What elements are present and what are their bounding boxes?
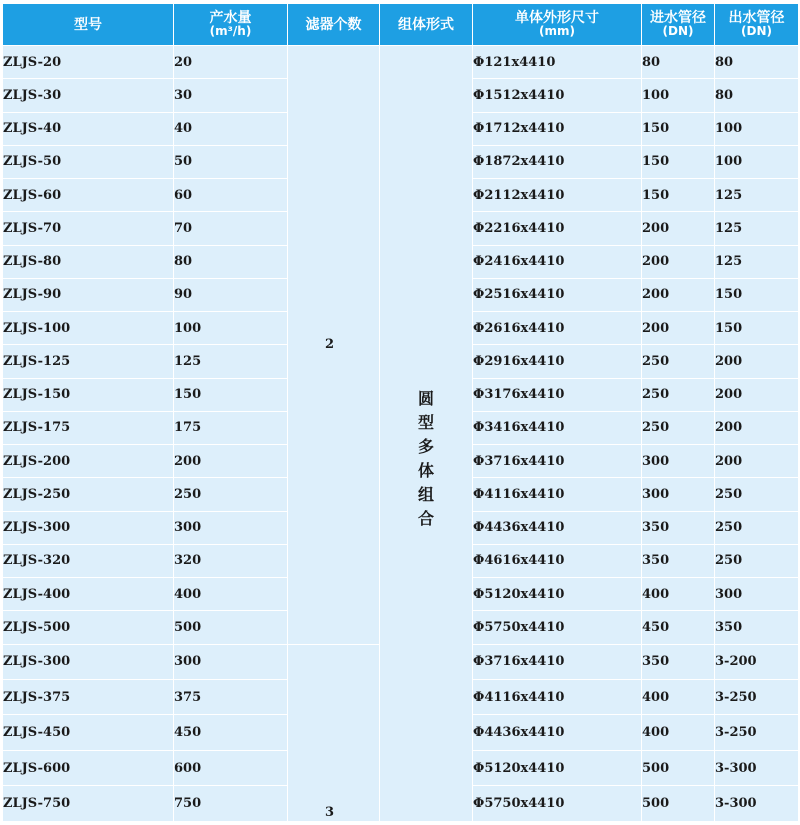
flow-cell: 400 [174, 578, 288, 611]
header-dimensions: 单体外形尺寸 (mm) [473, 4, 642, 46]
model-cell: ZLJS-200 [3, 445, 174, 478]
inlet-cell: 400 [642, 679, 715, 714]
table-body [3, 46, 799, 822]
dimension-cell: Φ2916x4410 [473, 345, 642, 378]
inlet-cell: 350 [642, 544, 715, 577]
flow-cell: 20 [174, 46, 288, 79]
outlet-cell: 200 [715, 411, 799, 444]
outlet-cell: 125 [715, 245, 799, 278]
outlet-cell: 100 [715, 112, 799, 145]
flow-cell: 50 [174, 145, 288, 178]
outlet-cell: 100 [715, 145, 799, 178]
header-flow: 产水量 (m³/h) [174, 4, 288, 46]
inlet-cell: 150 [642, 145, 715, 178]
dimension-cell: Φ5120x4410 [473, 750, 642, 785]
dimension-cell: Φ3716x4410 [473, 644, 642, 679]
model-cell: ZLJS-90 [3, 278, 174, 311]
dimension-cell: Φ2416x4410 [473, 245, 642, 278]
model-cell: ZLJS-450 [3, 715, 174, 750]
outlet-cell: 150 [715, 278, 799, 311]
dimension-cell: Φ5750x4410 [473, 611, 642, 644]
outlet-cell: 80 [715, 46, 799, 79]
dimension-cell: Φ1512x4410 [473, 79, 642, 112]
header-assembly-form: 组体形式 [380, 4, 473, 46]
header-flow-unit: (m³/h) [209, 24, 252, 38]
header-outlet: 出水管径 (DN) [715, 4, 799, 46]
outlet-cell: 80 [715, 79, 799, 112]
dimension-cell: Φ2112x4410 [473, 179, 642, 212]
flow-cell: 60 [174, 179, 288, 212]
model-cell: ZLJS-40 [3, 112, 174, 145]
flow-cell: 175 [174, 411, 288, 444]
outlet-cell: 250 [715, 544, 799, 577]
inlet-cell: 200 [642, 245, 715, 278]
flow-cell: 300 [174, 511, 288, 544]
dimension-cell: Φ2616x4410 [473, 312, 642, 345]
header-inlet-unit: (DN) [662, 24, 694, 38]
filter-count-cell [288, 46, 380, 645]
model-cell: ZLJS-600 [3, 750, 174, 785]
filter-count-value: 2 [324, 337, 335, 353]
inlet-cell: 300 [642, 478, 715, 511]
flow-cell: 70 [174, 212, 288, 245]
outlet-cell: 3-250 [715, 715, 799, 750]
dimension-cell: Φ1872x4410 [473, 145, 642, 178]
dimension-cell: Φ5120x4410 [473, 578, 642, 611]
flow-cell: 375 [174, 679, 288, 714]
flow-cell: 90 [174, 278, 288, 311]
inlet-cell: 350 [642, 511, 715, 544]
model-cell: ZLJS-70 [3, 212, 174, 245]
outlet-cell: 3-300 [715, 750, 799, 785]
dimension-cell: Φ4116x4410 [473, 679, 642, 714]
model-cell: ZLJS-50 [3, 145, 174, 178]
header-model: 型号 [3, 4, 174, 46]
model-cell: ZLJS-60 [3, 179, 174, 212]
dimension-cell: Φ121x4410 [473, 46, 642, 79]
flow-cell: 320 [174, 544, 288, 577]
model-cell: ZLJS-125 [3, 345, 174, 378]
outlet-cell: 200 [715, 378, 799, 411]
outlet-cell: 250 [715, 478, 799, 511]
flow-cell: 100 [174, 312, 288, 345]
inlet-cell: 250 [642, 378, 715, 411]
dimension-cell: Φ4116x4410 [473, 478, 642, 511]
flow-cell: 300 [174, 644, 288, 679]
assembly-form-cell [380, 46, 473, 822]
header-inlet: 进水管径 (DN) [642, 4, 715, 46]
inlet-cell: 350 [642, 644, 715, 679]
outlet-cell: 200 [715, 445, 799, 478]
model-cell: ZLJS-100 [3, 312, 174, 345]
inlet-cell: 80 [642, 46, 715, 79]
outlet-cell: 3-250 [715, 679, 799, 714]
dimension-cell: Φ1712x4410 [473, 112, 642, 145]
model-cell: ZLJS-150 [3, 378, 174, 411]
model-cell: ZLJS-30 [3, 79, 174, 112]
inlet-cell: 200 [642, 312, 715, 345]
outlet-cell: 125 [715, 212, 799, 245]
inlet-cell: 150 [642, 179, 715, 212]
inlet-cell: 100 [642, 79, 715, 112]
header-filter-count: 滤器个数 [288, 4, 380, 46]
dimension-cell: Φ4616x4410 [473, 544, 642, 577]
outlet-cell: 3-200 [715, 644, 799, 679]
flow-cell: 200 [174, 445, 288, 478]
model-cell: ZLJS-80 [3, 245, 174, 278]
model-cell: ZLJS-375 [3, 679, 174, 714]
model-cell: ZLJS-300 [3, 644, 174, 679]
inlet-cell: 500 [642, 750, 715, 785]
outlet-cell: 200 [715, 345, 799, 378]
flow-cell: 250 [174, 478, 288, 511]
dimension-cell: Φ2216x4410 [473, 212, 642, 245]
inlet-cell: 250 [642, 411, 715, 444]
dimension-cell: Φ5750x4410 [473, 786, 642, 822]
header-outlet-unit: (DN) [741, 24, 772, 38]
flow-cell: 80 [174, 245, 288, 278]
spec-table [2, 3, 799, 822]
inlet-cell: 450 [642, 611, 715, 644]
inlet-cell: 200 [642, 278, 715, 311]
model-cell: ZLJS-175 [3, 411, 174, 444]
table-row [3, 46, 799, 79]
flow-cell: 150 [174, 378, 288, 411]
dimension-cell: Φ2516x4410 [473, 278, 642, 311]
flow-cell: 125 [174, 345, 288, 378]
model-cell: ZLJS-320 [3, 544, 174, 577]
inlet-cell: 150 [642, 112, 715, 145]
header-row [3, 4, 799, 46]
filter-count-value: 3 [324, 805, 335, 821]
model-cell: ZLJS-300 [3, 511, 174, 544]
dimension-cell: Φ4436x4410 [473, 715, 642, 750]
assembly-form-value: 圆型多体组合 [417, 388, 434, 528]
header-dimensions-unit: (mm) [539, 24, 575, 38]
inlet-cell: 400 [642, 578, 715, 611]
outlet-cell: 125 [715, 179, 799, 212]
inlet-cell: 200 [642, 212, 715, 245]
flow-cell: 30 [174, 79, 288, 112]
outlet-cell: 300 [715, 578, 799, 611]
inlet-cell: 400 [642, 715, 715, 750]
dimension-cell: Φ4436x4410 [473, 511, 642, 544]
model-cell: ZLJS-250 [3, 478, 174, 511]
outlet-cell: 250 [715, 511, 799, 544]
flow-cell: 450 [174, 715, 288, 750]
inlet-cell: 300 [642, 445, 715, 478]
model-cell: ZLJS-750 [3, 786, 174, 822]
outlet-cell: 3-300 [715, 786, 799, 822]
dimension-cell: Φ3416x4410 [473, 411, 642, 444]
filter-count-cell [288, 644, 380, 822]
dimension-cell: Φ3716x4410 [473, 445, 642, 478]
dimension-cell: Φ3176x4410 [473, 378, 642, 411]
model-cell: ZLJS-500 [3, 611, 174, 644]
model-cell: ZLJS-20 [3, 46, 174, 79]
model-cell: ZLJS-400 [3, 578, 174, 611]
flow-cell: 40 [174, 112, 288, 145]
outlet-cell: 350 [715, 611, 799, 644]
inlet-cell: 500 [642, 786, 715, 822]
outlet-cell: 150 [715, 312, 799, 345]
flow-cell: 600 [174, 750, 288, 785]
flow-cell: 750 [174, 786, 288, 822]
inlet-cell: 250 [642, 345, 715, 378]
flow-cell: 500 [174, 611, 288, 644]
